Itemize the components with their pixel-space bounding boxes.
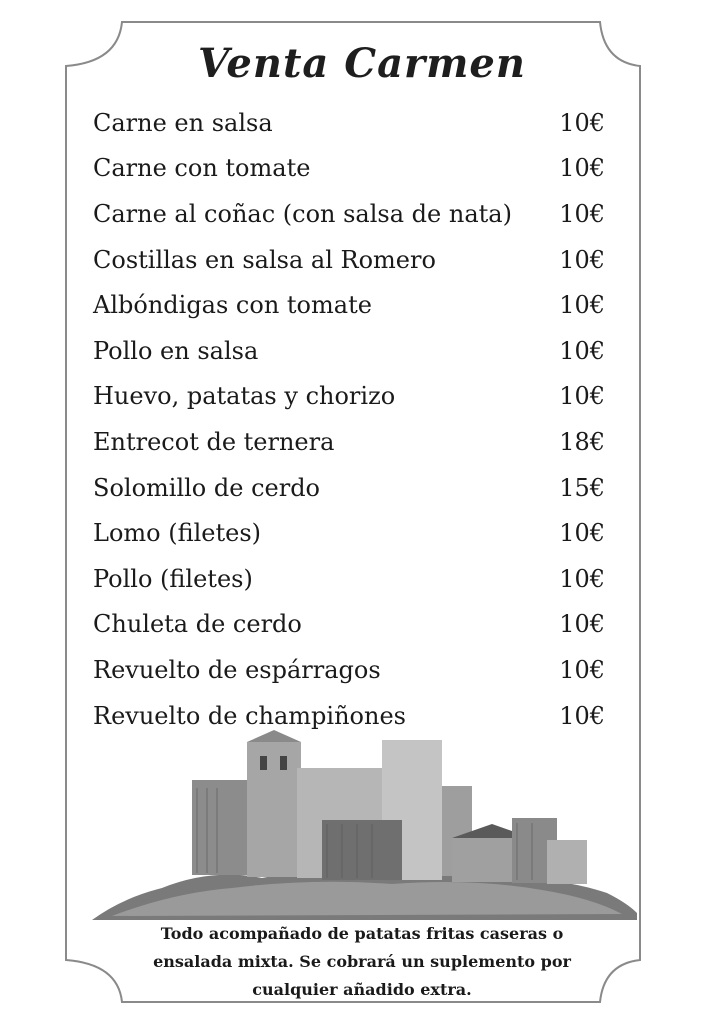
footer-line: ensalada mixta. Se cobrará un suplemento por <box>153 952 571 971</box>
dish-price: 10€ <box>559 336 605 365</box>
dish-name: Pollo en salsa <box>93 336 259 365</box>
dish-name: Revuelto de champiñones <box>93 701 406 730</box>
menu-item <box>93 282 605 328</box>
dish-name: Solomillo de cerdo <box>93 473 321 502</box>
footer-note <box>120 920 604 1004</box>
menu-list <box>93 100 605 738</box>
dish-name: Chuleta de cerdo <box>93 610 302 639</box>
dish-price: 10€ <box>559 199 605 228</box>
dish-name: Pollo (filetes) <box>93 564 253 593</box>
menu-item <box>93 237 605 283</box>
footer-line: Todo acompañado de patatas fritas caseras o <box>160 924 564 943</box>
dish-price: 15€ <box>559 473 605 502</box>
dish-price: 10€ <box>559 564 605 593</box>
dish-name: Carne al coñac (con salsa de nata) <box>93 199 512 228</box>
dish-name: Carne en salsa <box>93 108 273 137</box>
dish-name: Costillas en salsa al Romero <box>93 245 436 274</box>
menu-item <box>93 465 605 511</box>
dish-price: 10€ <box>559 108 605 137</box>
menu-item <box>93 556 605 602</box>
dish-price: 10€ <box>559 154 605 183</box>
menu-item <box>93 510 605 556</box>
castle-illustration <box>92 728 637 928</box>
dish-name: Huevo, patatas y chorizo <box>93 382 396 411</box>
menu-item <box>93 602 605 648</box>
dish-name: Albóndigas con tomate <box>93 291 372 320</box>
dish-name: Carne con tomate <box>93 154 311 183</box>
menu-item <box>93 100 605 146</box>
dish-price: 10€ <box>559 382 605 411</box>
menu-item <box>93 419 605 465</box>
dish-name: Entrecot de ternera <box>93 427 335 456</box>
dish-price: 18€ <box>559 427 605 456</box>
menu-item <box>93 146 605 192</box>
dish-price: 10€ <box>559 245 605 274</box>
dish-price: 10€ <box>559 519 605 548</box>
footer-line: cualquier añadido extra. <box>252 980 472 999</box>
dish-price: 10€ <box>559 610 605 639</box>
menu-item <box>93 191 605 237</box>
menu-item <box>93 647 605 693</box>
dish-price: 10€ <box>559 655 605 684</box>
restaurant-title: Venta Carmen <box>198 40 526 87</box>
dish-name: Revuelto de espárragos <box>93 655 381 684</box>
dish-name: Lomo (filetes) <box>93 519 261 548</box>
dish-price: 10€ <box>559 291 605 320</box>
menu-item <box>93 374 605 420</box>
menu-item <box>93 328 605 374</box>
dish-price: 10€ <box>559 701 605 730</box>
